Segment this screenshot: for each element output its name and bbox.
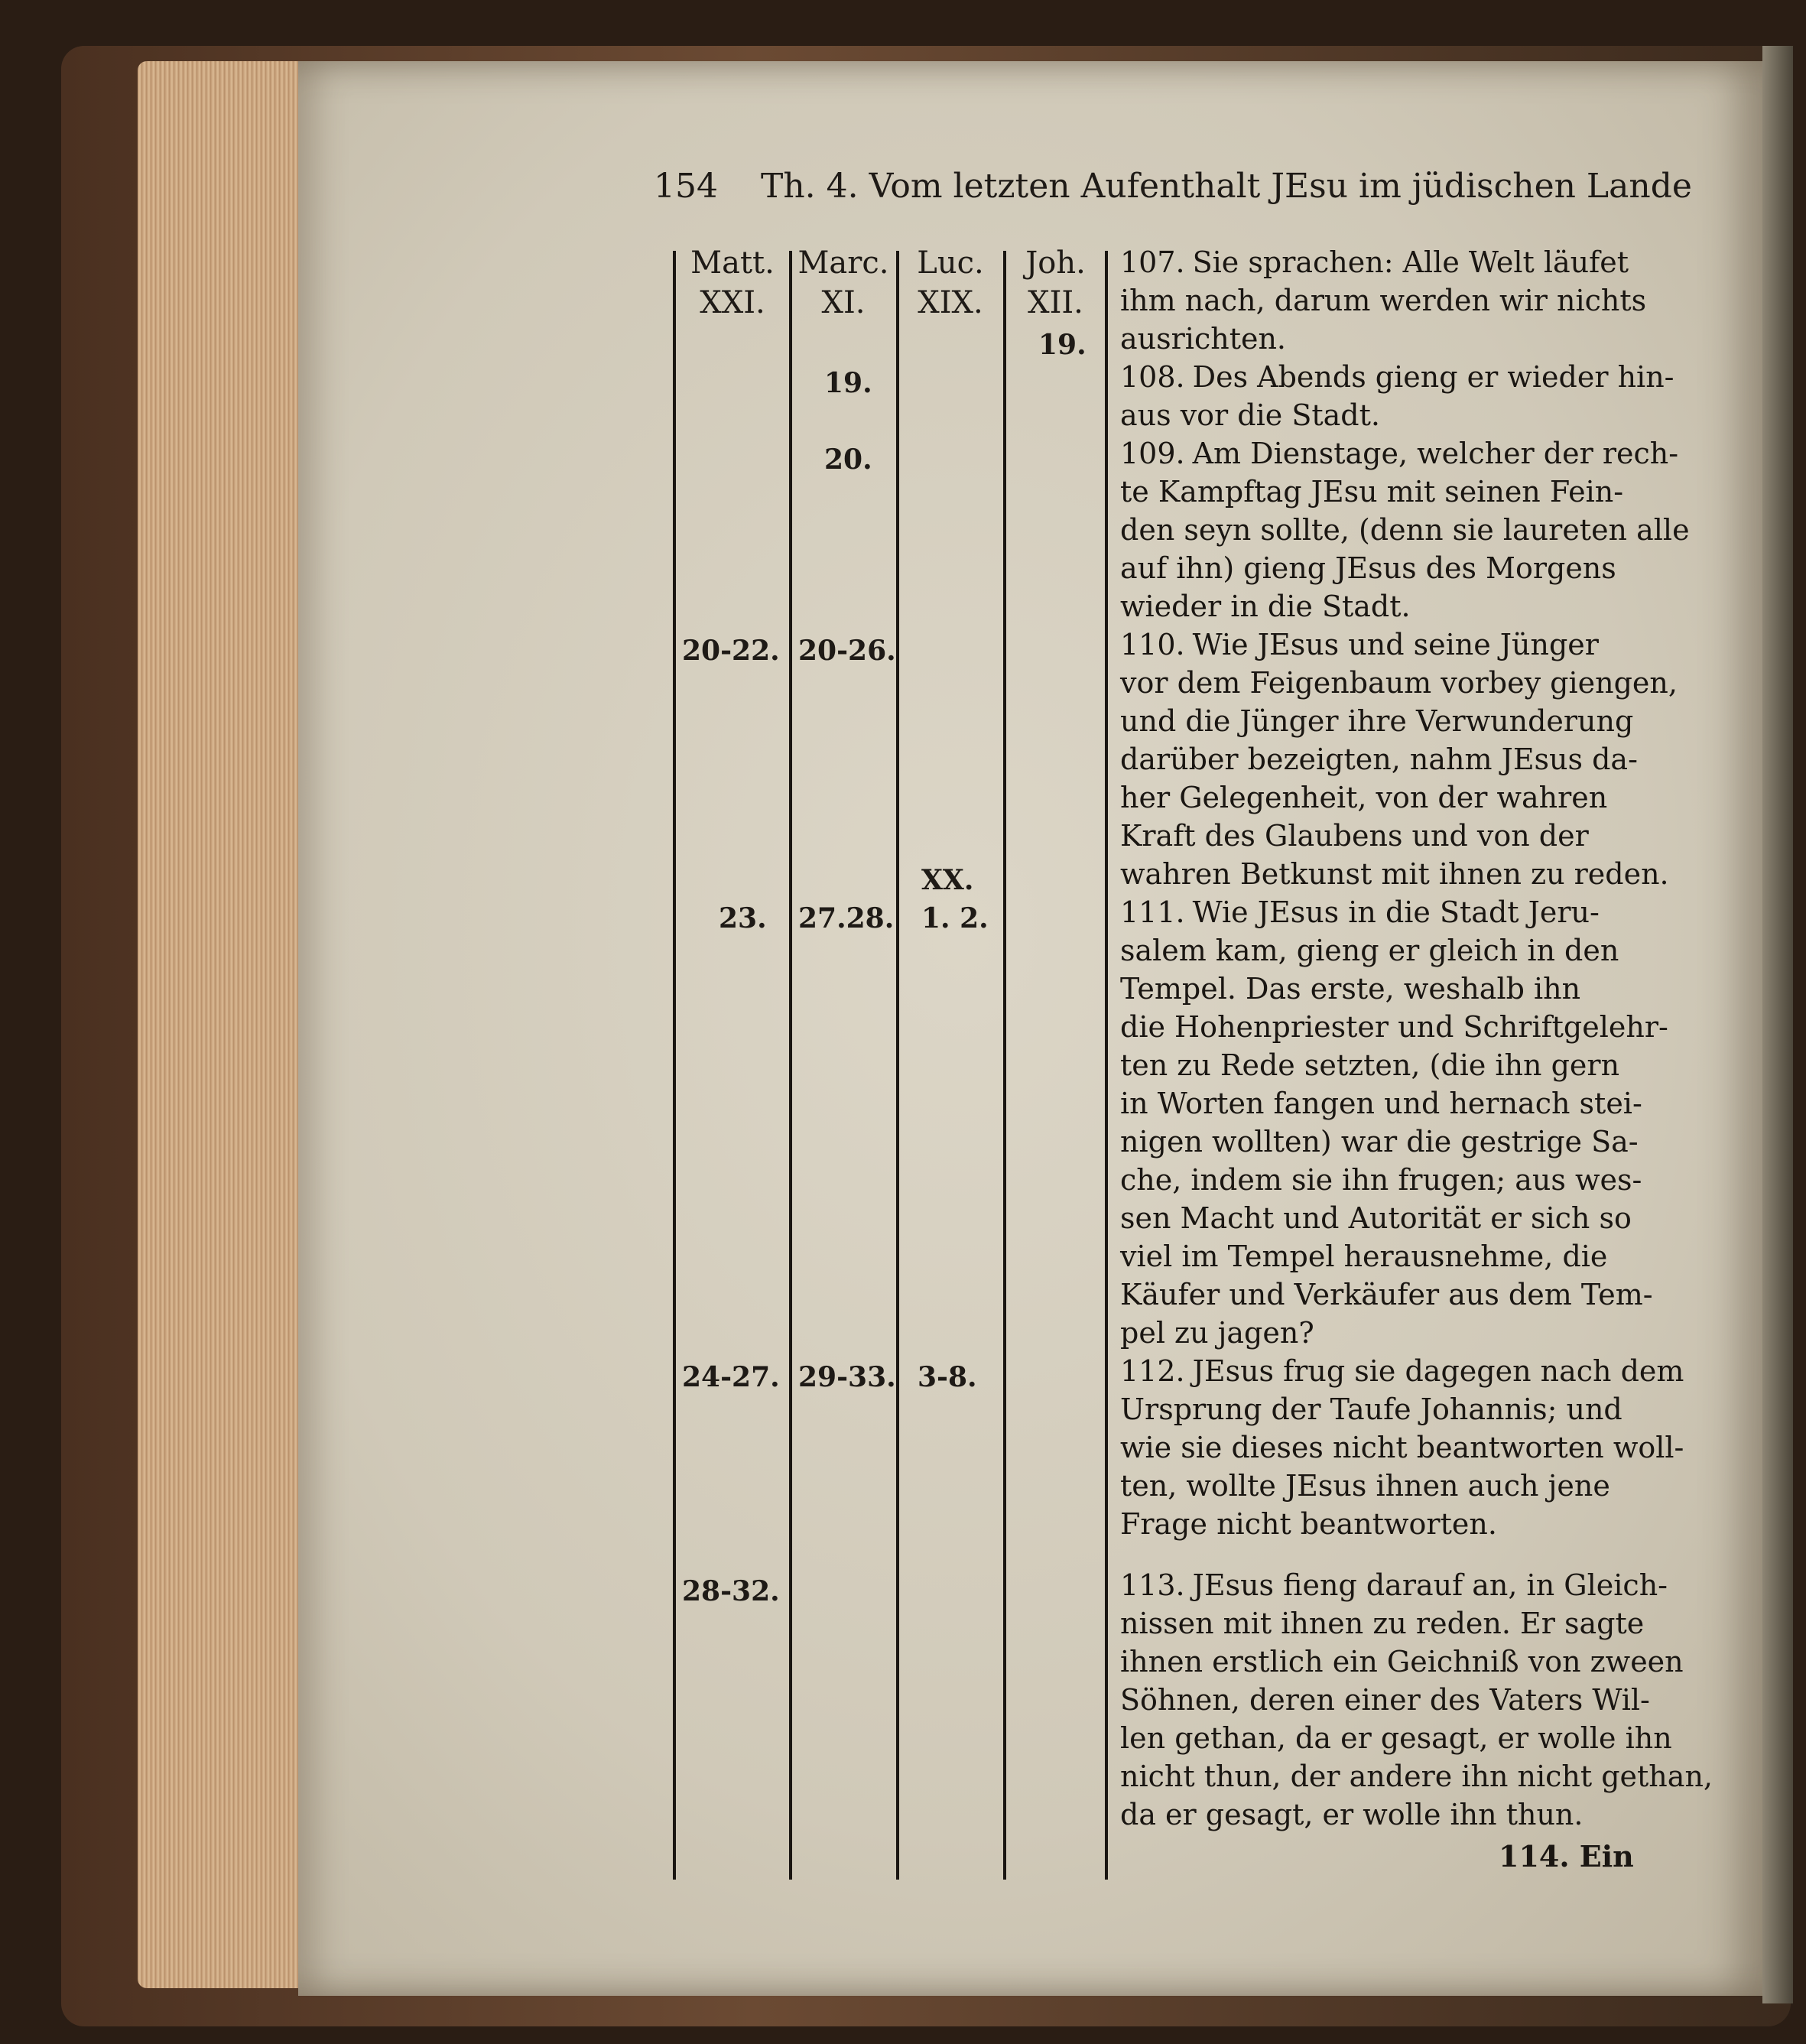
- text-line: len gethan, da er gesagt, er wolle ihn: [1120, 1721, 1672, 1755]
- page-edges: [138, 61, 313, 1988]
- ref-marc-112: 29-33.: [798, 1361, 896, 1393]
- text-line: Des Abends gieng er wieder hin-: [1192, 360, 1674, 394]
- text-line: aus vor die Stadt.: [1120, 398, 1380, 432]
- paragraph-111: [1120, 893, 1671, 1352]
- text-line: viel im Tempel herausnehme, die: [1120, 1240, 1608, 1273]
- paragraph-number: 110.: [1120, 628, 1185, 661]
- reference-table: [673, 243, 1113, 1872]
- text-line: und die Jünger ihre Verwunderung: [1120, 704, 1634, 738]
- paragraph-107: [1120, 243, 1671, 358]
- text-line: che, indem sie ihn frugen; aus wes-: [1120, 1163, 1642, 1197]
- running-head: [654, 167, 1692, 213]
- text-line: JEsus frug sie dagegen nach dem: [1192, 1354, 1684, 1388]
- text-line: die Hohenpriester und Schriftgelehr-: [1120, 1010, 1668, 1044]
- text-line: vor dem Feigenbaum vorbey giengen,: [1120, 666, 1678, 700]
- page-number: 154: [654, 167, 718, 206]
- text-line: wahren Betkunst mit ihnen zu reden.: [1120, 857, 1669, 891]
- text-line: nissen mit ihnen zu reden. Er sagte: [1120, 1607, 1645, 1640]
- chapter-label: XI.: [821, 285, 866, 320]
- paragraph-109: [1120, 434, 1690, 626]
- text-line: Sie sprachen: Alle Welt läufet: [1192, 245, 1629, 279]
- paragraph-number: 112.: [1120, 1354, 1185, 1388]
- column-head-luc: [901, 243, 1000, 323]
- text-line: Wie JEsus in die Stadt Jeru-: [1192, 895, 1600, 929]
- page-title: Th. 4. Vom letzten Aufenthalt JEsu im jüdischen Lande: [761, 167, 1692, 206]
- book-label: Joh.: [1025, 245, 1086, 281]
- ref-matt-113: 28-32.: [682, 1575, 780, 1607]
- text-line: ihm nach, darum werden wir nichts: [1120, 284, 1647, 317]
- ref-matt-111: 23.: [719, 902, 767, 934]
- text-line: Käufer und Verkäufer aus dem Tem-: [1120, 1278, 1653, 1311]
- ref-matt-112: 24-27.: [682, 1361, 780, 1393]
- column-head-joh: [1008, 243, 1103, 323]
- main-text: [1120, 243, 1713, 1880]
- chapter-label: XXI.: [700, 285, 765, 320]
- text-line: Frage nicht beantworten.: [1120, 1507, 1497, 1541]
- paragraph-number: 109.: [1120, 437, 1185, 470]
- text-line: Am Dienstage, welcher der rech-: [1192, 437, 1679, 470]
- text-line: da er gesagt, er wolle ihn thun.: [1120, 1798, 1583, 1831]
- text-line: ihnen erstlich ein Geichniß von zween: [1120, 1645, 1684, 1678]
- paragraph-number: 107.: [1120, 245, 1185, 279]
- ref-luc-112: 3-8.: [918, 1361, 977, 1393]
- text-line: auf ihn) gieng JEsus des Morgens: [1120, 551, 1616, 585]
- text-line: nicht thun, der andere ihn nicht gethan,: [1120, 1760, 1713, 1793]
- text-line: Kraft des Glaubens und von der: [1120, 819, 1589, 853]
- text-line: Ursprung der Taufe Johannis; und: [1120, 1392, 1622, 1426]
- text-line: salem kam, gieng er gleich in den: [1120, 934, 1619, 967]
- text-line: ausrichten.: [1120, 322, 1287, 356]
- ref-marc-109: 20.: [824, 444, 872, 476]
- paragraph-108: [1120, 358, 1674, 434]
- paragraph-number: 108.: [1120, 360, 1185, 394]
- table-rule: [1105, 251, 1108, 1880]
- text-line: wieder in die Stadt.: [1120, 590, 1411, 623]
- chapter-label: XIX.: [918, 285, 983, 320]
- text-line: nigen wollten) war die gestrige Sa-: [1120, 1125, 1639, 1158]
- table-rule: [673, 251, 676, 1880]
- ref-marc-108: 19.: [824, 367, 872, 399]
- paragraph-113: [1120, 1566, 1713, 1834]
- text-line: darüber bezeigten, nahm JEsus da-: [1120, 743, 1638, 776]
- text-line: den seyn sollte, (denn sie laureten alle: [1120, 513, 1690, 547]
- text-line: Söhnen, deren einer des Vaters Wil-: [1120, 1683, 1650, 1717]
- ref-matt-110: 20-22.: [682, 635, 780, 667]
- text-line: sen Macht und Autorität er sich so: [1120, 1201, 1632, 1235]
- page-gutter: [1762, 46, 1793, 2003]
- chapter-label: XII.: [1028, 285, 1083, 320]
- ref-marc-111: 27.28.: [798, 902, 895, 934]
- paragraph-112: [1120, 1352, 1684, 1543]
- text-line: her Gelegenheit, von der wahren: [1120, 781, 1608, 814]
- book-label: Matt.: [690, 245, 775, 281]
- text-line: pel zu jagen?: [1120, 1316, 1314, 1350]
- table-rule: [896, 251, 899, 1880]
- paragraph-number: 111.: [1120, 895, 1185, 929]
- ref-marc-110: 20-26.: [798, 635, 896, 667]
- text-line: in Worten fangen und hernach stei-: [1120, 1087, 1642, 1120]
- text-line: te Kampftag JEsu mit seinen Fein-: [1120, 475, 1624, 509]
- table-rule: [789, 251, 792, 1880]
- catchword: 114. Ein: [1499, 1839, 1634, 1873]
- paragraph-110: [1120, 626, 1678, 893]
- book-label: Marc.: [797, 245, 889, 281]
- text-line: ten zu Rede setzten, (die ihn gern: [1120, 1048, 1620, 1082]
- paragraph-number: 113.: [1120, 1568, 1185, 1602]
- book-label: Luc.: [917, 245, 984, 281]
- column-head-marc: [794, 243, 893, 323]
- column-head-matt: [679, 243, 786, 323]
- ref-luc-chapter-xx: XX.: [921, 864, 974, 896]
- text-line: ten, wollte JEsus ihnen auch jene: [1120, 1469, 1610, 1503]
- text-line: JEsus fieng darauf an, in Gleich-: [1192, 1568, 1668, 1602]
- text-line: wie sie dieses nicht beantworten woll-: [1120, 1431, 1684, 1464]
- text-line: Tempel. Das erste, weshalb ihn: [1120, 972, 1581, 1006]
- ref-joh-107: 19.: [1038, 329, 1087, 361]
- ref-luc-111: 1. 2.: [921, 902, 989, 934]
- text-line: Wie JEsus und seine Jünger: [1192, 628, 1599, 661]
- table-rule: [1003, 251, 1006, 1880]
